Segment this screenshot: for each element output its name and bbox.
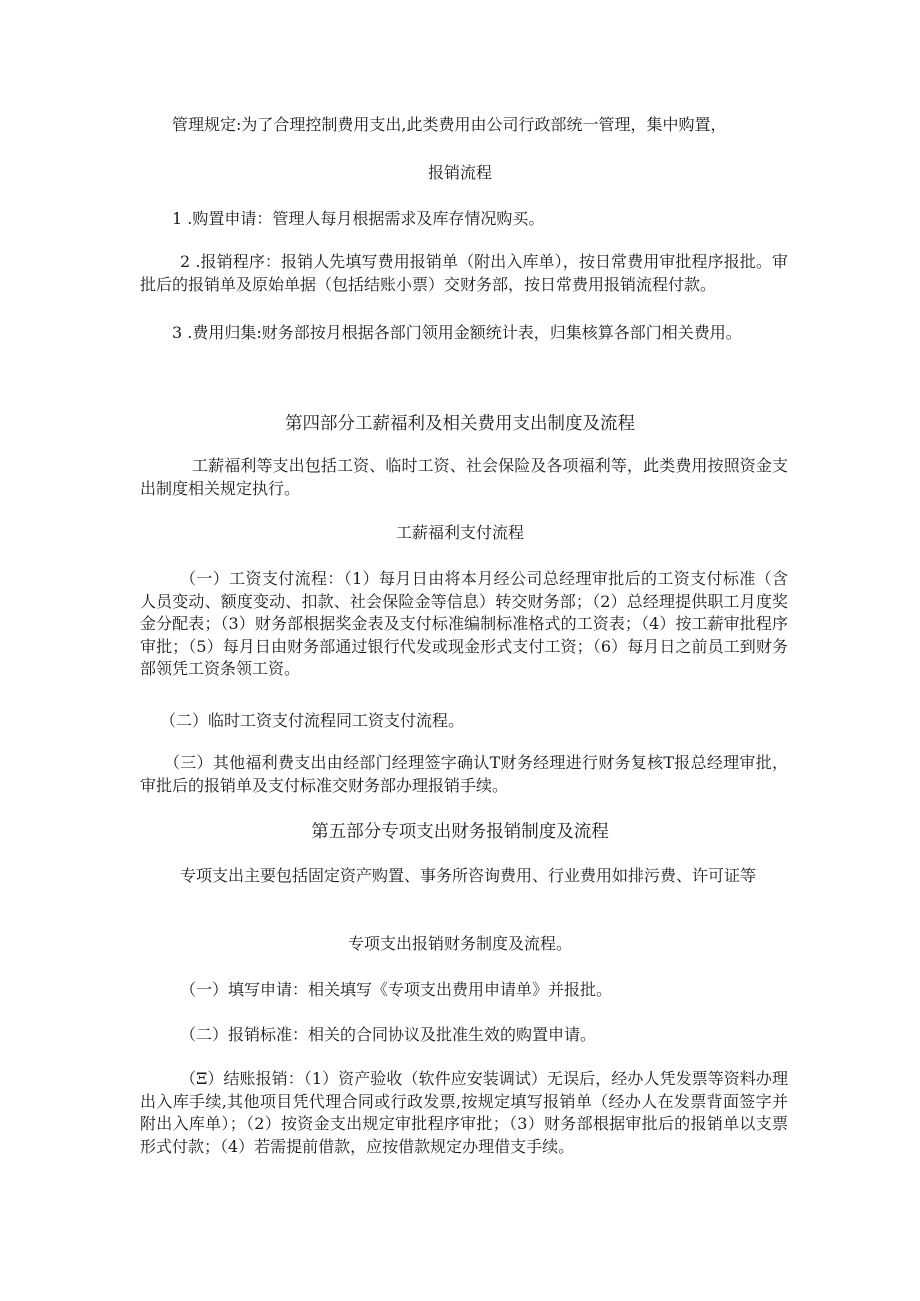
reimbursement-flow-title: 报销流程 <box>427 163 492 182</box>
flow-item-3: 3 .费用归集:财务部按月根据各部门领用金额统计表，归集核算各部门相关费用。 <box>172 323 742 342</box>
part4-subtitle: 工薪福利支付流程 <box>395 523 524 542</box>
management-rule-text: 管理规定:为了合理控制费用支出,此类费用由公司行政部统一管理，集中购置， <box>172 115 727 134</box>
temp-wage-flow: （二）临时工资支付流程同工资支付流程。 <box>160 711 465 730</box>
special-item-3: （Ξ）结账报销：（1）资产验收（软件应安装调试）无误后，经办人凭发票等资料办理出入库手续,其他项目凭代理合同或行政发票,按规定填写报销单（经办人在发票背面签字并附出入库单）；（2）按资金支出规定审批程序审批；（3）财务部根据审批后的报销单以支票形式付款；（4）若需提前借款，应按借款规定办理借支手续。 <box>140 1069 788 1156</box>
special-item-1: （一）填写申请：相关填写《专项支出费用申请单》并报批。 <box>180 980 613 999</box>
part5-title: 第五部分专项支出财务报销制度及流程 <box>311 822 609 842</box>
other-welfare-flow: （三）其他福利费支出由经部门经理签字确认T财务经理进行财务复核T报总经理审批，审批后的报销单及支付标准交财务部办理报销手续。 <box>140 753 788 795</box>
part4-title: 第四部分工薪福利及相关费用支出制度及流程 <box>285 414 635 434</box>
flow-item-2: 2 .报销程序：报销人先填写费用报销单（附出入库单），按日常费用审批程序报批。审批后的报销单及原始单据（包括结账小票）交财务部，按日常费用报销流程付款。 <box>140 252 788 294</box>
wage-payment-flow: （一）工资支付流程：（1）每月日由将本月经公司总经理审批后的工资支付标准（含人员变动、额度变动、扣款、社会保险金等信息）转交财务部；（2）总经理提供职工月度奖金分配表；（3）财务部根据奖金表及支付标准编制标准格式的工资表；（4）按工薪审批程序审批；（5）每月日由财务部通过银行代发或现金形式支付工资；（6）每月日之前员工到财务部领凭工资条领工资。 <box>140 569 788 678</box>
special-item-2: （二）报销标准：相关的合同协议及批准生效的购置申请。 <box>180 1025 597 1044</box>
part4-intro: 工薪福利等支出包括工资、临时工资、社会保险及各项福利等，此类费用按照资金支出制度相关规定执行。 <box>140 456 788 498</box>
part5-intro: 专项支出主要包括固定资产购置、事务所咨询费用、行业费用如排污费、许可证等 <box>180 866 757 885</box>
flow-item-1: 1 .购置申请：管理人每月根据需求及库存情况购买。 <box>172 209 545 228</box>
part5-subtitle: 专项支出报销财务制度及流程。 <box>347 934 572 953</box>
